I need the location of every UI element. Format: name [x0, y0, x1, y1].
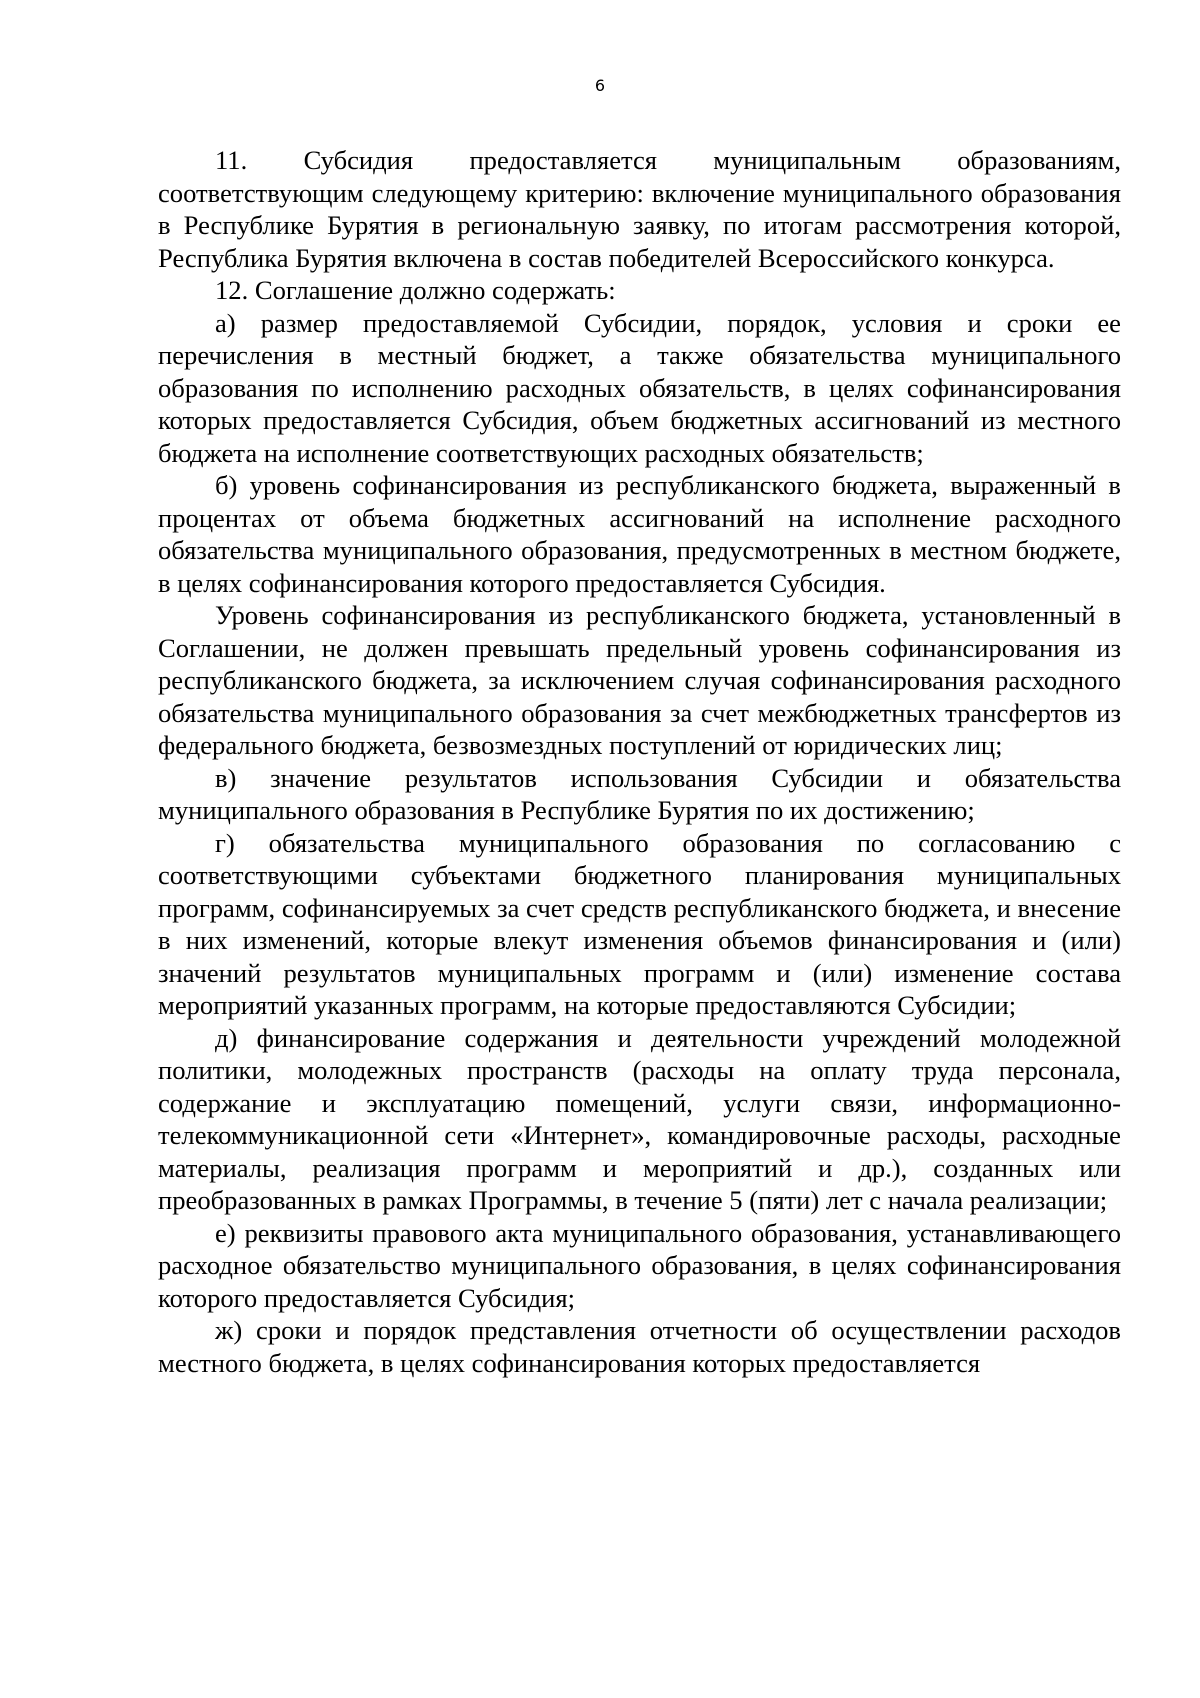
- paragraph-item-a: а) размер предоставляемой Субсидии, порядок, условия и сроки ее перечисления в местный бюджет, а также обязательства муниципального образования по исполнению расходных обязательств, в целях софинансирования которых предоставляется Субсидия, объем бюджетных ассигнований из местного бюджета на исполнение соответствующих расходных обязательств;: [158, 307, 1121, 468]
- page-number: 6: [594, 76, 606, 95]
- paragraph-item-b: б) уровень софинансирования из республиканского бюджета, выраженный в процентах от объема бюджетных ассигнований на исполнение расходного обязательства муниципального образования, предусмотренных в местном бюджете, в целях софинансирования которого предоставляется Субсидия.: [158, 470, 1121, 598]
- paragraph-cofinancing-level: Уровень софинансирования из республиканского бюджета, установленный в Соглашении, не должен превышать предельный уровень софинансирования из республиканского бюджета, за исключением случая софинансирования расходного обязательства муниципального образования за счет межбюджетных трансфертов из федерального бюджета, безвозмездных поступлений от юридических лиц;: [158, 600, 1121, 760]
- paragraph-11-subsidy-criteria: 11. Субсидия предоставляется муниципальным образованиям, соответствующим следующему критерию: включение муниципального образования в Республике Бурятия в региональную заявку, по итогам рассмотрения которой, Республика Бурятия включена в состав победителей Всероссийского конкурса.: [158, 145, 1121, 273]
- paragraph-12-agreement: 12. Соглашение должно содержать:: [215, 275, 616, 305]
- paragraph-item-e: е) реквизиты правового акта муниципального образования, устанавливающего расходное обязательство муниципального образования, в целях софинансирования которого предоставляется Субсидия;: [158, 1217, 1121, 1313]
- paragraph-item-v: в) значение результатов использования Субсидии и обязательства муниципального образования в Республике Бурятия по их достижению;: [158, 762, 1121, 825]
- paragraph-item-d: д) финансирование содержания и деятельности учреждений молодежной политики, молодежных пространств (расходы на оплату труда персонала, содержание и эксплуатацию помещений, услуги связи, информационно-телекоммуникационной сети «Интернет», командировочные расходы, расходные материалы, реализация программ и мероприятий и др.), созданных или преобразованных в рамках Программы, в течение 5 (пяти) лет с начала реализации;: [158, 1022, 1121, 1215]
- paragraph-item-zh: ж) сроки и порядок представления отчетности об осуществлении расходов местного бюджета, в целях софинансирования которых предоставляется: [158, 1315, 1121, 1378]
- document-body: [158, 144, 1121, 1379]
- paragraph-item-g: г) обязательства муниципального образования по согласованию с соответствующими субъектами бюджетного планирования муниципальных программ, софинансируемых за счет средств республиканского бюджета, и внесение в них изменений, которые влекут изменения объемов финансирования и (или) значений результатов муниципальных программ и (или) изменение состава мероприятий указанных программ, на которые предоставляются Субсидии;: [158, 827, 1121, 1020]
